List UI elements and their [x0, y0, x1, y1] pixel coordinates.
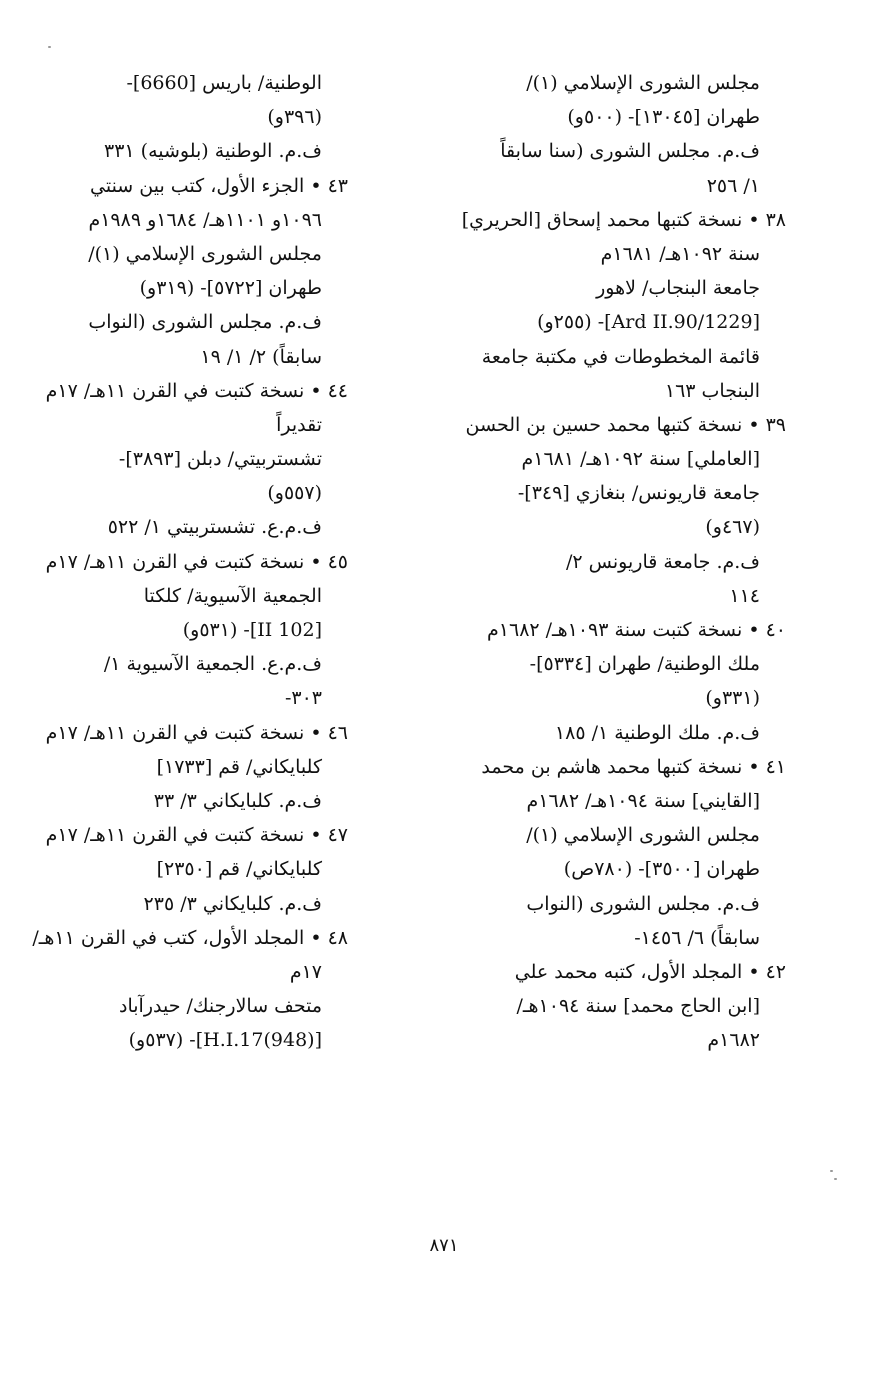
text-line: ف.م. الوطنية (بلوشيه) ٣٣١ [104, 140, 322, 163]
text-line: طهران [١٣٠٤٥]- (٥٠٠و) [567, 106, 760, 129]
text-line: ١/ ٢٥٦ [706, 174, 760, 197]
text-line: ملك الوطنية/ طهران [٥٣٣٤]- [529, 653, 760, 676]
text-line: سابقاً) ٦/ ١٤٥٦- [634, 926, 760, 949]
text-line: ٤٤ • نسخة كتبت في القرن ١١هـ/ ١٧م [45, 379, 348, 402]
text-line: ١٠٩٦و ١١٠١هـ/ ١٦٨٤و ١٩٨٩م [88, 208, 322, 231]
text-line: (٣٣١و) [705, 687, 760, 710]
text-line: ٤٢ • المجلد الأول، كتبه محمد علي [514, 960, 786, 983]
text-line: كلبايكاني/ قم [١٧٣٣] [156, 755, 322, 778]
text-line: متحف سالارجنك/ حيدرآباد [119, 995, 322, 1018]
scan-speck [830, 1170, 833, 1172]
text-line: ٤٣ • الجزء الأول، كتب بين سنتي [90, 174, 348, 197]
scan-speck [48, 46, 51, 48]
text-line: مجلس الشورى الإسلامي (١)/ [526, 72, 760, 94]
text-line: جامعة البنجاب/ لاهور [596, 277, 760, 300]
text-line: جامعة قاريونس/ بنغازي [٣٤٩]- [517, 482, 760, 505]
text-line: ٣٩ • نسخة كتبها محمد حسين بن الحسن [465, 413, 786, 436]
right-text-column [446, 66, 786, 1057]
text-line: ٤٠ • نسخة كتبت سنة ١٠٩٣هـ/ ١٦٨٢م [487, 619, 786, 641]
text-line: سابقاً) ٢/ ١/ ١٩ [200, 345, 322, 368]
text-line: ٣٨ • نسخة كتبها محمد إسحاق [الحريري] [461, 208, 786, 231]
text-line: تشستربيتي/ دبلن [٣٨٩٣]- [118, 448, 322, 471]
text-line: كلبايكاني/ قم [٢٣٥٠] [156, 858, 322, 881]
text-line: [Ard II.90/1229]- (٢٥٥و) [537, 311, 760, 334]
text-line: [II 102]- (٥٣١و) [182, 619, 322, 641]
text-line: ٤٦ • نسخة كتبت في القرن ١١هـ/ ١٧م [45, 721, 348, 744]
text-line: البنجاب ١٦٣ [664, 379, 760, 402]
text-line: مجلس الشورى الإسلامي (١)/ [526, 824, 760, 847]
text-line: ١١٤ [729, 584, 760, 607]
text-line: تقديراً [276, 413, 322, 436]
text-line: ٤١ • نسخة كتبها محمد هاشم بن محمد [481, 755, 786, 778]
text-line: (٣٩٦و) [267, 106, 322, 129]
text-line: ف.م. ملك الوطنية ١/ ١٨٥ [554, 721, 760, 744]
text-line: ٣٠٣- [284, 687, 322, 710]
text-line: ف.م.ع. تشستربيتي ١/ ٥٢٢ [107, 516, 322, 539]
text-line: ف.م. كلبايكاني ٣/ ٣٣ [153, 789, 322, 812]
text-line: [العاملي] سنة ١٠٩٢هـ/ ١٦٨١م [521, 448, 760, 471]
page-number: ٨٧١ [429, 1235, 459, 1256]
text-line: ١٧م [289, 960, 322, 983]
text-line: [ابن الحاج محمد] سنة ١٠٩٤هـ/ [516, 995, 760, 1018]
text-line: ٤٨ • المجلد الأول، كتب في القرن ١١هـ/ [32, 926, 348, 949]
text-line: ف.م. جامعة قاريونس ٢/ [565, 550, 760, 573]
text-line: ف.م. مجلس الشورى (سنا سابقاً [500, 140, 760, 163]
text-line: ٤٥ • نسخة كتبت في القرن ١١هـ/ ١٧م [45, 550, 348, 573]
text-line: مجلس الشورى الإسلامي (١)/ [88, 242, 322, 265]
text-line: ٤٧ • نسخة كتبت في القرن ١١هـ/ ١٧م [45, 824, 348, 847]
text-line: طهران [٥٧٢٢]- (٣١٩و) [139, 277, 322, 300]
text-line: قائمة المخطوطات في مكتبة جامعة [481, 345, 760, 368]
scan-speck [834, 1178, 837, 1180]
text-line: [القايني] سنة ١٠٩٤هـ/ ١٦٨٢م [526, 789, 760, 812]
text-line: (٤٦٧و) [705, 516, 760, 539]
text-line: ١٦٨٢م [707, 1029, 760, 1052]
text-line: ف.م. كلبايكاني ٣/ ٢٣٥ [143, 892, 322, 915]
text-line: الجمعية الآسيوية/ كلكتا [143, 584, 322, 607]
text-line: (٥٥٧و) [267, 482, 322, 505]
text-line: طهران [٣٥٠٠]- (٧٨٠ص) [563, 858, 760, 881]
text-line: سنة ١٠٩٢هـ/ ١٦٨١م [600, 242, 760, 265]
text-line: ف.م.ع. الجمعية الآسيوية ١/ [103, 653, 322, 676]
text-line: الوطنية/ باريس [6660]- [126, 72, 322, 94]
text-line: ف.م. مجلس الشورى (النواب [526, 892, 760, 915]
text-line: [H.I.17(948)]- (٥٣٧و) [128, 1029, 322, 1052]
left-text-column [18, 66, 348, 1057]
text-line: ف.م. مجلس الشورى (النواب [88, 311, 322, 334]
